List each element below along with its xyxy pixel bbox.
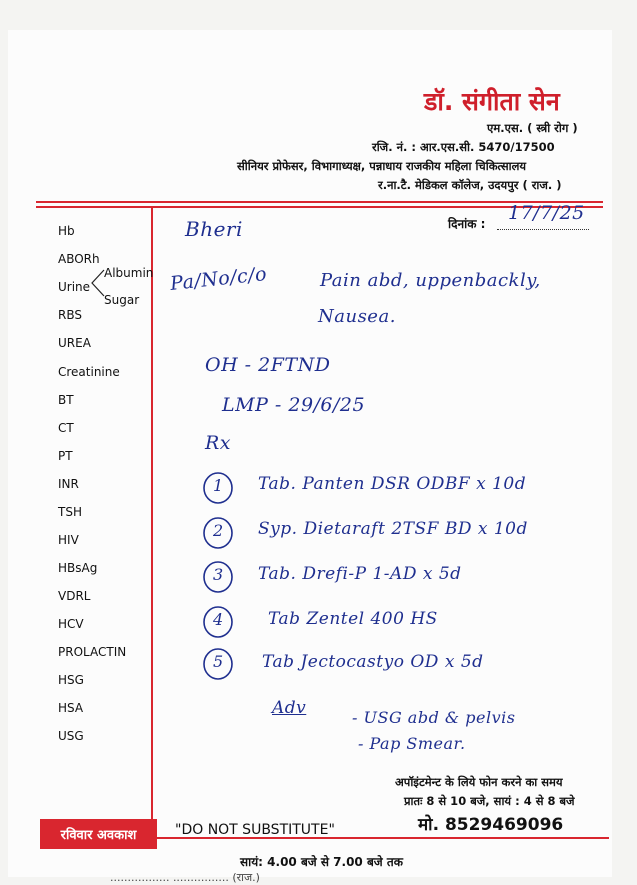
test-tsh: TSH bbox=[58, 505, 82, 519]
test-pt: PT bbox=[58, 449, 73, 463]
registration-number: रजि. नं. : आर.एस.सी. 5470/17500 bbox=[372, 140, 555, 154]
test-hsa: HSA bbox=[58, 701, 84, 715]
test-hbsag: HBsAg bbox=[58, 561, 98, 575]
test-albumin: Albumin bbox=[104, 266, 154, 280]
med-3-text: Tab. Drefi-P 1-AD x 5d bbox=[258, 564, 462, 584]
test-sugar: Sugar bbox=[104, 293, 140, 307]
left-column-divider bbox=[151, 208, 153, 840]
test-inr: INR bbox=[58, 477, 79, 491]
test-creatinine: Creatinine bbox=[58, 365, 120, 379]
advice-line-1: - USG abd & pelvis bbox=[352, 708, 516, 727]
med-2-text: Syp. Dietaraft 2TSF BD x 10d bbox=[258, 519, 528, 539]
rx-symbol: Rx bbox=[205, 432, 232, 454]
med-5-text: Tab Jectocastyo OD x 5d bbox=[262, 652, 484, 672]
test-hiv: HIV bbox=[58, 533, 79, 547]
test-usg: USG bbox=[58, 729, 84, 743]
advice-line-2: - Pap Smear. bbox=[358, 734, 466, 753]
patient-name: Bheri bbox=[185, 217, 243, 241]
med-3-number: 3 bbox=[213, 565, 224, 584]
test-urea: UREA bbox=[58, 336, 91, 350]
evening-hours: सायं: 4.00 बजे से 7.00 बजे तक bbox=[240, 855, 403, 869]
doctor-degree: एम.एस. ( स्त्री रोग ) bbox=[487, 121, 578, 135]
advice-label: Adv bbox=[272, 698, 307, 718]
med-4-text: Tab Zentel 400 HS bbox=[268, 609, 438, 629]
date-value: 17/7/25 bbox=[508, 202, 585, 224]
test-bt: BT bbox=[58, 393, 74, 407]
med-2-number: 2 bbox=[213, 521, 224, 540]
doctor-name: डॉ. संगीता सेन bbox=[424, 87, 560, 116]
appointment-note: अपॉइंटमेन्ट के लिये फोन करने का समय bbox=[395, 775, 563, 789]
complaint-line-1: Pain abd, uppenbackly, bbox=[320, 270, 541, 291]
medical-college: र.ना.टै. मेडिकल कॉलेज, उदयपुर ( राज. ) bbox=[378, 178, 562, 192]
do-not-substitute: "DO NOT SUBSTITUTE" bbox=[175, 822, 335, 838]
test-hb: Hb bbox=[58, 224, 75, 238]
test-aborh: ABORh bbox=[58, 252, 100, 266]
med-1-number: 1 bbox=[213, 476, 224, 495]
date-label: दिनांक : bbox=[448, 217, 486, 231]
test-hsg: HSG bbox=[58, 673, 84, 687]
test-ct: CT bbox=[58, 421, 74, 435]
test-rbs: RBS bbox=[58, 308, 82, 322]
med-5-number: 5 bbox=[213, 652, 224, 671]
mobile-number: मो. 8529469096 bbox=[418, 815, 564, 835]
complaint-label: Pa/No/c/o bbox=[169, 262, 268, 296]
test-urine: Urine bbox=[58, 280, 91, 294]
complaint-line-2: Nausea. bbox=[318, 306, 396, 327]
appointment-timing: प्रातः 8 से 10 बजे, सायं : 4 से 8 बजे bbox=[404, 794, 575, 808]
med-1-text: Tab. Panten DSR ODBF x 10d bbox=[258, 474, 527, 494]
test-vdrl: VDRL bbox=[58, 589, 91, 603]
prescription-sheet bbox=[8, 30, 612, 877]
date-dotted-line bbox=[497, 229, 589, 230]
test-prolactin: PROLACTIN bbox=[58, 645, 127, 659]
obstetric-history: OH - 2FTND bbox=[205, 354, 331, 376]
test-hcv: HCV bbox=[58, 617, 84, 631]
doctor-position: सीनियर प्रोफेसर, विभागाध्यक्ष, पन्नाधाय राजकीय महिला चिकित्सालय bbox=[237, 159, 527, 173]
sunday-closed-badge: रविवार अवकाश bbox=[40, 819, 157, 849]
footer-cutoff-text: ................. ................ (राज.) bbox=[110, 871, 260, 884]
lmp-note: LMP - 29/6/25 bbox=[222, 394, 366, 416]
med-4-number: 4 bbox=[213, 610, 224, 629]
